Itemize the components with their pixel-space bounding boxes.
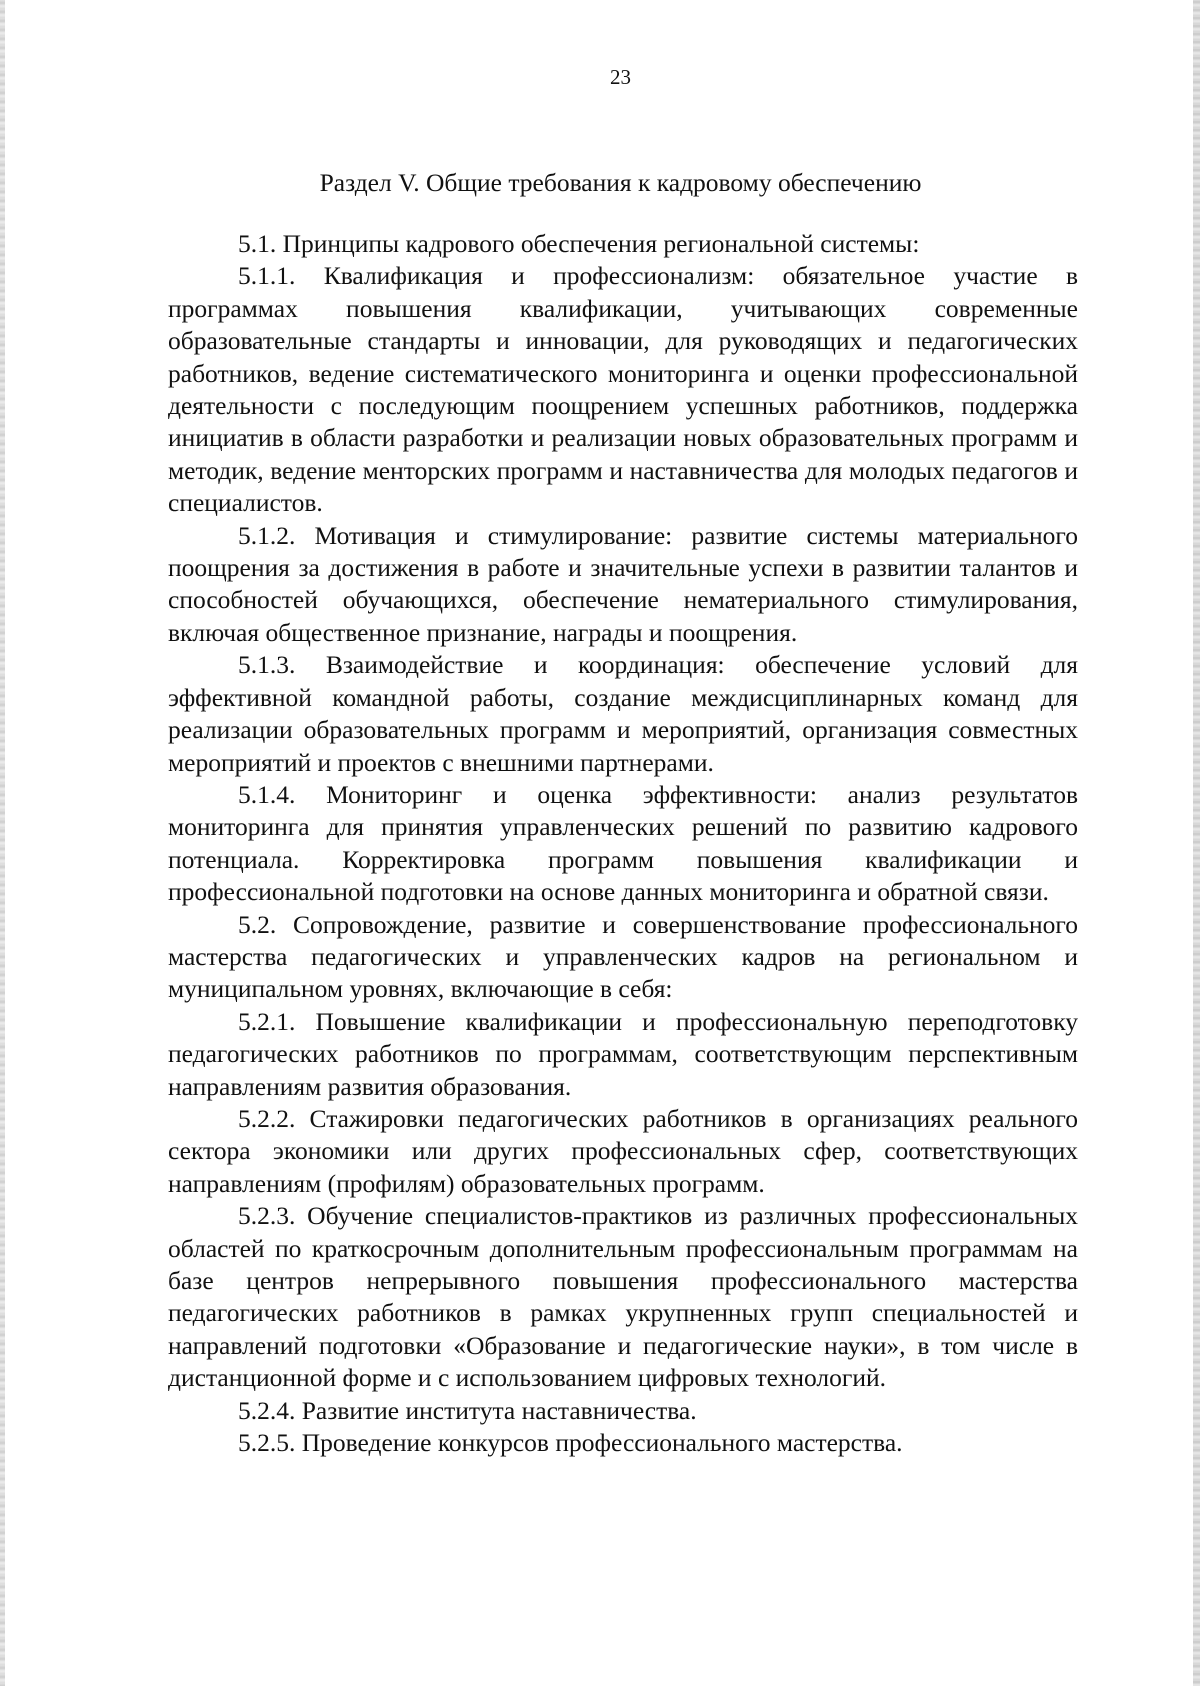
scan-edge-right <box>1193 0 1200 1686</box>
paragraph-5-1: 5.1. Принципы кадрового обеспечения региональной системы: <box>238 229 920 258</box>
document-body <box>168 228 1078 1459</box>
paragraph-5-2-4: 5.2.4. Развитие института наставничества. <box>238 1395 697 1425</box>
scan-edge-left <box>0 0 5 1686</box>
paragraph-5-1-3: 5.1.3. Взаимодействие и координация: обеспечение условий для эффективной командной работы, создание междисциплинарных команд для реализации образовательных программ и мероприятий, организация совместных мероприятий и проектов с внешними партнерами. <box>168 650 1078 777</box>
paragraph-5-1-2: 5.1.2. Мотивация и стимулирование: развитие системы материального поощрения за достижения в работе и значительные успехи в развитии талантов и способностей обучающихся, обеспечение нематериального стимулирования, включая общественное признание, награды и поощрения. <box>168 520 1078 647</box>
page-number: 23 <box>610 65 631 89</box>
paragraph-5-2-3: 5.2.3. Обучение специалистов-практиков из различных профессиональных областей по краткосрочным дополнительным профессиональным программам на базе центров непрерывного повышения профессионального мастерства педагогических работников в рамках укрупненных групп специальностей и направлений подготовки «Образование и педагогические науки», в том числе в дистанционной форме и с использованием цифровых технологий. <box>168 1201 1078 1393</box>
paragraph-5-2: 5.2. Сопровождение, развитие и совершенствование профессионального мастерства педагогических и управленческих кадров на региональном и муниципальном уровнях, включающие в себя: <box>168 909 1078 1004</box>
paragraph-5-2-2: 5.2.2. Стажировки педагогических работников в организациях реального сектора экономики или других профессиональных сфер, соответствующих направлениям (профилям) образовательных программ. <box>168 1103 1078 1198</box>
section-title: Раздел V. Общие требования к кадровому обеспечению <box>319 168 922 197</box>
paragraph-5-2-5: 5.2.5. Проведение конкурсов профессионального мастерства. <box>238 1428 903 1458</box>
paragraph-5-2-1: 5.2.1. Повышение квалификации и профессиональную переподготовку педагогических работников по программам, соответствующим перспективным направлениям развития образования. <box>168 1006 1078 1101</box>
paragraph-5-1-4: 5.1.4. Мониторинг и оценка эффективности: анализ результатов мониторинга для принятия управленческих решений по развитию кадрового потенциала. Корректировка программ повышения квалификации и профессиональной подготовки на основе данных мониторинга и обратной связи. <box>168 779 1078 907</box>
paragraph-5-1-1: 5.1.1. Квалификация и профессионализм: обязательное участие в программах повышения квалификации, учитывающих современные образовательные стандарты и инновации, для руководящих и педагогических работников, ведение систематического мониторинга и оценки профессиональной деятельности с последующим поощрением успешных работников, поддержка инициатив в области разработки и реализации новых образовательных программ и методик, ведение менторских программ и наставничества для молодых педагогов и специалистов. <box>168 261 1078 518</box>
